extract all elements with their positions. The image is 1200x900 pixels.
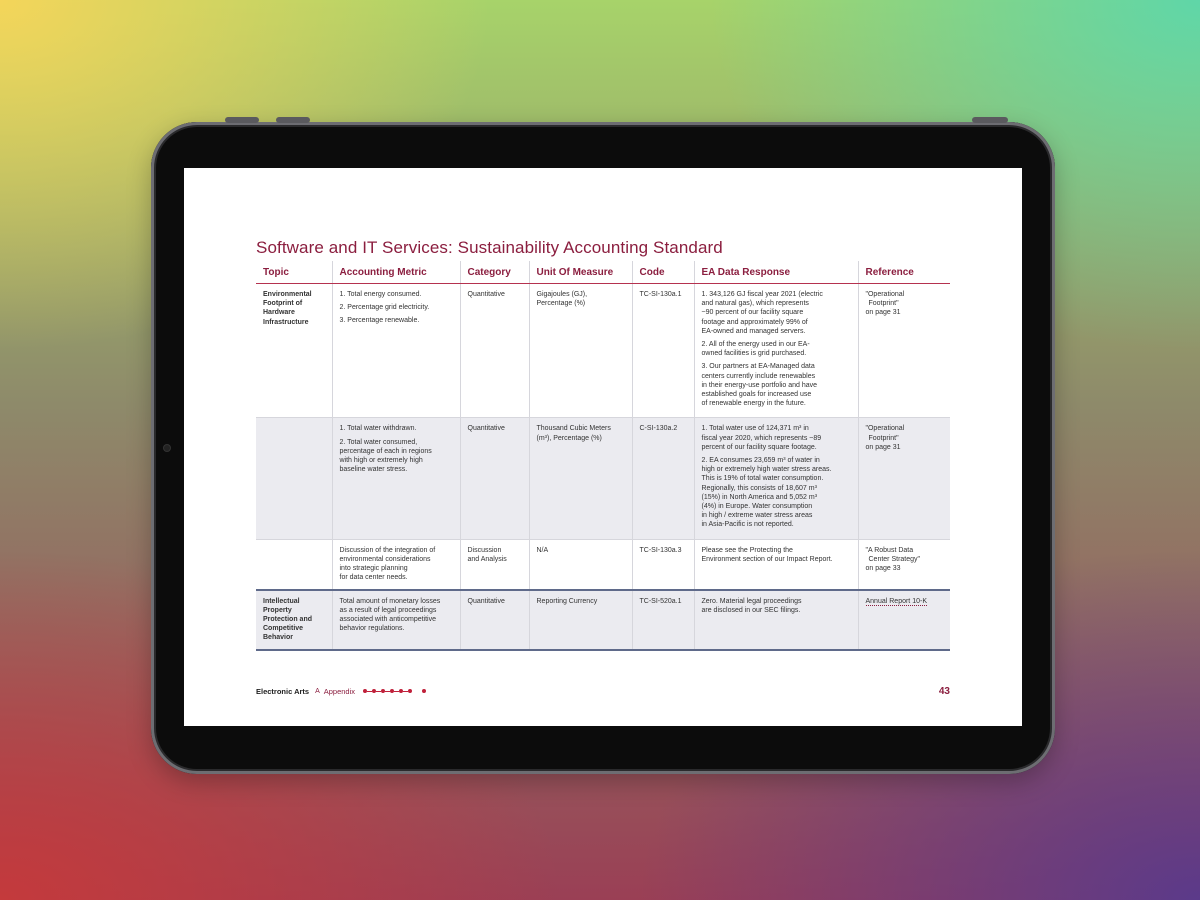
cell-text: Environment section of our Impact Report.: [701, 555, 833, 563]
column-header: Accounting Metric: [332, 261, 460, 284]
camera-icon: [164, 445, 170, 451]
cell-text: associated with anticompetitive: [339, 616, 436, 624]
table-row: [256, 590, 950, 650]
cell-text: Protection and: [263, 616, 313, 624]
category-cell: [460, 590, 529, 650]
unit-cell: [529, 284, 632, 418]
cell-text: Zero. Material legal proceedings: [701, 597, 802, 605]
cell-text: "Operational: [865, 291, 905, 298]
cell-text: (m³), Percentage (%): [536, 434, 602, 442]
column-header: Code: [632, 261, 694, 284]
response-cell: [694, 539, 858, 590]
progress-dot: [408, 689, 412, 693]
topic-cell: [256, 539, 332, 590]
table-header-row: [256, 261, 950, 284]
cell-text: 1. Total water withdrawn.: [339, 425, 417, 433]
metric-cell: [332, 418, 460, 539]
code-cell: TC-SI-130a.1: [632, 284, 694, 418]
annual-report-link[interactable]: Annual Report 10-K: [865, 597, 927, 605]
cell-text: behavior regulations.: [339, 625, 405, 633]
cell-text: 1. Total energy consumed.: [339, 291, 422, 298]
cell-text: EA-owned and managed servers.: [701, 327, 806, 335]
cell-text: high or extremely high water stress areas.: [701, 466, 832, 474]
metric-cell: [332, 539, 460, 590]
category-cell: [460, 418, 529, 539]
metric-cell: [332, 590, 460, 650]
progress-dot: [422, 689, 426, 693]
section-label[interactable]: Appendix: [323, 686, 356, 696]
unit-cell: [529, 418, 632, 539]
column-header: Unit Of Measure: [529, 261, 632, 284]
progress-dots: [363, 689, 426, 693]
ea-caret-icon: A: [315, 687, 320, 695]
cell-text: Regionally, this consists of 18,607 m³: [701, 484, 817, 492]
cell-text: and natural gas), which represents: [701, 300, 809, 308]
cell-text: for data center needs.: [339, 574, 408, 582]
cell-text: in their energy-use portfolio and have: [701, 381, 818, 389]
response-cell: [694, 418, 858, 539]
code-cell: TC-SI-130a.3: [632, 539, 694, 590]
cell-text: Infrastructure: [263, 318, 309, 326]
cell-text: Footprint": [868, 434, 899, 442]
cell-text: Total amount of monetary losses: [339, 597, 441, 605]
cell-text: Discussion: [467, 546, 502, 554]
column-header: Topic: [256, 261, 332, 284]
cell-text: Please see the Protecting the: [701, 546, 793, 554]
cell-text: 1. Total water use of 124,371 m³ in: [701, 425, 809, 433]
cell-text: 3. Percentage renewable.: [339, 317, 420, 325]
cell-text: Reporting Currency: [536, 597, 598, 605]
topic-cell: [256, 590, 332, 650]
cell-text: in high / extreme water stress areas: [701, 512, 813, 520]
brand-name: Electronic Arts: [256, 686, 310, 696]
tablet-screen: [184, 168, 1022, 726]
cell-text: on page 31: [865, 309, 901, 317]
column-header: Category: [460, 261, 529, 284]
cell-text: on page 33: [865, 565, 901, 573]
page-footer: [256, 684, 950, 698]
reference-cell: [858, 539, 950, 590]
column-header: EA Data Response: [694, 261, 858, 284]
cell-text: (15%) in North America and 5,052 m³: [701, 493, 818, 501]
cell-text: Hardware: [263, 309, 295, 317]
cell-text: percent of our facility square footage.: [701, 443, 817, 451]
table-row: [256, 284, 950, 418]
cell-text: owned facilities is grid purchased.: [701, 350, 807, 358]
page-number: 43: [938, 685, 950, 697]
cell-text: 2. Percentage grid electricity.: [339, 304, 430, 312]
volume-button: [225, 117, 259, 123]
page-title: Software and IT Services: Sustainability Accounting Standard: [256, 238, 723, 257]
cell-text: established goals for increased use: [701, 391, 812, 399]
response-cell: [694, 284, 858, 418]
column-header: Reference: [858, 261, 950, 284]
power-button: [972, 117, 1008, 123]
cell-text: 2. All of the energy used in our EA-: [701, 341, 810, 349]
table-row: [256, 418, 950, 539]
cell-text: 2. Total water consumed,: [339, 438, 418, 446]
cell-text: centers currently include renewables: [701, 372, 816, 380]
cell-text: and Analysis: [467, 555, 507, 563]
cell-text: Thousand Cubic Meters: [536, 425, 611, 433]
cell-text: 3. Our partners at EA-Managed data: [701, 363, 815, 371]
cell-text: Quantitative: [467, 597, 505, 605]
cell-text: baseline water stress.: [339, 466, 408, 474]
topic-cell: [256, 418, 332, 539]
cell-text: are disclosed in our SEC filings.: [701, 606, 801, 614]
cell-text: Percentage (%): [536, 300, 586, 308]
sasb-table: [256, 261, 950, 651]
cell-text: ~90 percent of our facility square: [701, 309, 804, 317]
cell-text: on page 31: [865, 443, 901, 451]
category-cell: [460, 284, 529, 418]
reference-cell: [858, 284, 950, 418]
cell-text: as a result of legal proceedings: [339, 606, 437, 614]
cell-text: (4%) in Europe. Water consumption: [701, 503, 813, 511]
cell-text: fiscal year 2020, which represents ~89: [701, 434, 822, 442]
cell-text: Quantitative: [467, 425, 505, 433]
code-cell: C-SI-130a.2: [632, 418, 694, 539]
cell-text: of renewable energy in the future.: [701, 400, 806, 408]
cell-text: 1. 343,126 GJ fiscal year 2021 (electric: [701, 291, 823, 298]
code-cell: TC-SI-520a.1: [632, 590, 694, 650]
cell-text: Competitive: [263, 625, 304, 633]
cell-text: Behavior: [263, 634, 293, 642]
cell-text: Quantitative: [467, 291, 505, 298]
cell-text: This is 19% of total water consumption.: [701, 475, 824, 483]
cell-text: into strategic planning: [339, 565, 408, 573]
cell-text: Footprint of: [263, 300, 303, 308]
unit-cell: [529, 590, 632, 650]
cell-text: "Operational: [865, 425, 905, 433]
volume-button: [276, 117, 310, 123]
reference-cell: [858, 418, 950, 539]
response-cell: [694, 590, 858, 650]
cell-text: Property: [263, 606, 292, 614]
cell-text: Discussion of the integration of: [339, 546, 436, 554]
category-cell: [460, 539, 529, 590]
cell-text: environmental considerations: [339, 555, 431, 563]
cell-text: Center Strategy": [868, 555, 921, 563]
cell-text: percentage of each in regions: [339, 447, 432, 455]
table-row: [256, 539, 950, 590]
cell-text: footage and approximately 99% of: [701, 318, 808, 326]
reference-cell: [858, 590, 950, 650]
cell-text: "A Robust Data: [865, 546, 914, 554]
cell-text: Intellectual: [263, 597, 300, 605]
cell-text: Environmental: [263, 291, 312, 298]
topic-cell: [256, 284, 332, 418]
metric-cell: [332, 284, 460, 418]
unit-cell: [529, 539, 632, 590]
cell-text: with high or extremely high: [339, 457, 423, 465]
cell-text: in Asia-Pacific is not reported.: [701, 521, 794, 529]
cell-text: 2. EA consumes 23,659 m³ of water in: [701, 457, 820, 465]
cell-text: Gigajoules (GJ),: [536, 291, 588, 298]
cell-text: N/A: [536, 546, 549, 554]
cell-text: Footprint": [868, 300, 899, 308]
